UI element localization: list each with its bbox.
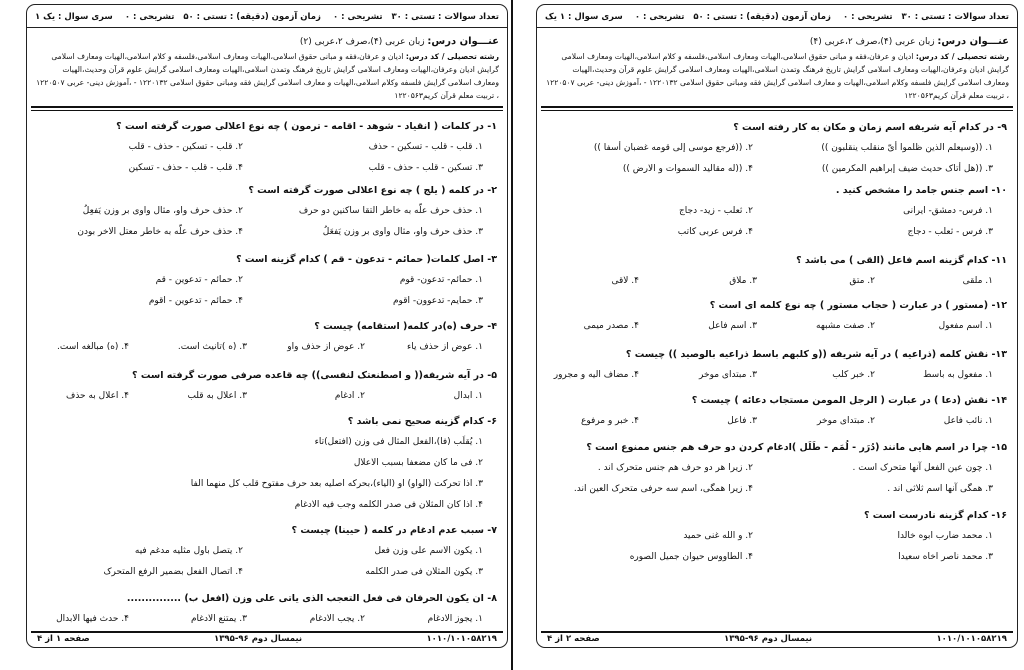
option-1: ۱. حمائم- تدعون- قوم	[399, 275, 483, 285]
options	[537, 201, 1017, 243]
option-3: ۳. (ه )تانیث است.	[177, 342, 247, 352]
field-of-study	[545, 50, 1009, 104]
option-4: ۴. لاقی	[611, 276, 639, 286]
question-text: ۵- در آیه شریفه(( و اصطنعتک لنفسی)) چه قاعده صرفی صورت گرفته است ؟	[132, 370, 497, 381]
option-2: ۲. حمائم - تدعوین - قم	[155, 275, 243, 285]
option-1: ۱. یُقلَب (فا)،الفعل المثال فی وزن (افتعل)تاء	[314, 437, 483, 447]
options	[27, 432, 507, 516]
options	[27, 137, 507, 179]
options	[537, 411, 1017, 432]
option-1: ۱. یجوز الادغام	[427, 614, 483, 624]
footer-divider	[541, 631, 1013, 633]
options	[537, 365, 1017, 386]
question-6	[27, 412, 507, 516]
option-2: ۲. قلب - تسکین - حذف - قلب	[128, 142, 243, 152]
option-2: ۲. و الله غنی حمید	[683, 531, 753, 541]
option-4: ۴. ((له مقالید السموات و الارض ))	[622, 164, 753, 174]
page-footer	[547, 634, 1007, 645]
semester: نیمسال دوم ۹۶-۱۳۹۵	[724, 634, 813, 644]
option-2: ۲. ((فرجع موسی إلی قومه غضبان أسفا ))	[593, 143, 753, 153]
header-info-row	[545, 10, 1009, 24]
option-3: ۳. محمد ناصر اخاه سعیدا	[898, 552, 993, 562]
option-1: ۱. ابدال	[453, 391, 483, 401]
exam-page-2	[536, 4, 1018, 648]
options	[537, 526, 1017, 568]
semester: نیمسال دوم ۹۶-۱۳۹۵	[214, 634, 303, 644]
options	[537, 138, 1017, 180]
question-text: ۱۵- چرا در اسم هایی مانند (دُرَر - لُمَم - طَلَل )ادغام کردن دو حرف هم جنس ممنوع است ؟	[586, 442, 1007, 453]
header-divider	[31, 106, 503, 111]
option-4: ۴. حمائم - تدعوین - اقوم	[148, 296, 243, 306]
question-12	[537, 296, 1017, 337]
option-3: ۳. فاعل	[727, 416, 757, 426]
question-text: ۷- سبب عدم ادغام در کلمه ( حیینا) چیست ؟	[291, 525, 497, 536]
option-1: ۱. قلب - قلب - تسکین - حذف	[368, 142, 483, 152]
question-text: ۱۰- اسم جنس جامد را مشخص کنید .	[835, 185, 1007, 196]
question-series: سری سوال : یک ۱	[35, 12, 113, 22]
option-4: ۴. قلب - قلب - حذف - تسکین	[128, 163, 243, 173]
header-divider	[541, 106, 1013, 111]
option-2: ۲. زیرا هر دو حرف هم جنس متحرک اند .	[597, 463, 753, 473]
option-3: ۳. همگی آنها اسم ثلاثی اند .	[887, 484, 993, 494]
options	[537, 458, 1017, 500]
option-3: ۳. حمایم- تدعوون- اقوم	[392, 296, 483, 306]
header-line	[27, 27, 507, 28]
field-value: ادیان و عرفان،فقه و مبانی حقوق اسلامی،الهیات ومعارف اسلامی،فلسفه و کلام اسلامی،الهیات ومعارف اسلامی گرایش ادیان وعرفان،الهیات ومعارف اسلامی گرایش تاریخ فرهنگ وتمدن اسلامی،الهیات ومعارف اسلامی گرایش علوم قرآن وحدیث،الهیات ومعارف اسلامی گرایش فلسفه وکلام اسلامی،الهیات و معارف اسلامی گرایش فقه ومبانی حقوق اسلامی ۱۲۲۰۱۳۲ - ،آموزش دینی- عربی ۱۲۲۰۵۰۷ ، تربیت معلم قرآن کریم۱۲۲۰۵۶۳	[546, 52, 1009, 100]
option-1: ۱. مفعول به باسط	[923, 370, 993, 380]
option-3: ۳. اذا تحرکت (الواو) او (الیاء)،بحرکه اصلیه بعد حرف مفتوح قلب کل منهما الفا	[190, 479, 483, 489]
exam-time: زمان آزمون (دقیقه) : تستی : ۵۰ تشریحی : ۰	[124, 12, 321, 22]
option-4: ۴. الطاووس حیوان جمیل الصوره	[629, 552, 753, 562]
course-value: زبان عربی (۴)،صرف ۲،عربی (۲)	[299, 37, 425, 47]
course-title	[545, 34, 1009, 50]
question-text: ۶- کدام گزینه صحیح نمی باشد ؟	[347, 416, 497, 427]
question-3	[27, 250, 507, 312]
question-1	[27, 117, 507, 179]
option-3: ۳. تسکین - قلب - حذف - قلب	[368, 163, 483, 173]
option-2: ۲. عوض از حذف واو	[287, 342, 365, 352]
question-15	[537, 438, 1017, 500]
option-3: ۳. مبتدای موخر	[699, 370, 757, 380]
question-text: ۱۳- نقش کلمه (ذراعیه ) در آیه شریفه ((و کلبهم باسط ذراعیه بالوصید )) چیست ؟	[625, 349, 1007, 360]
option-4: ۴. مصدر میمی	[583, 321, 639, 331]
page-divider	[511, 0, 513, 670]
option-4: ۴. مضاف الیه و مجرور	[553, 370, 639, 380]
field-of-study	[35, 50, 499, 104]
option-3: ۳. یکون المثلان فی صدر الکلمه	[365, 567, 483, 577]
option-3: ۳. اسم فاعل	[708, 321, 757, 331]
option-1: ۱. عوض از حذف یاء	[407, 342, 483, 352]
option-4: ۴. حذف حرف علّه به خاطر معتل الاخر بودن	[77, 227, 243, 237]
option-1: ۱. ((وسیعلم الذین ظلموا أیّ منقلب ینقلبون ))	[821, 143, 993, 153]
option-1: ۱. محمد ضارب ابوه خالدا	[897, 531, 993, 541]
exam-page-1	[26, 4, 508, 648]
options	[27, 270, 507, 312]
course-label: عنـــوان درس:	[427, 36, 499, 47]
question-8	[27, 589, 507, 630]
option-1: ۱. چون عین الفعل آنها متحرک است .	[852, 463, 993, 473]
question-text: ۸- ان یکون الحرفان فی فعل التعجب الذی یاتی علی وزن (افعل ب) ...............	[126, 593, 497, 604]
option-1: ۱. اسم مفعول	[938, 321, 993, 331]
option-3: ۳. ملاق	[729, 276, 757, 286]
exam-code: ۱۰۱۰/۱۰۱۰۵۸۲۱۹	[426, 634, 497, 644]
footer-divider	[31, 631, 503, 633]
field-label: رشته تحصیلی / کد درس:	[915, 52, 1009, 61]
page-number: صفحه ۲ از ۴	[547, 634, 600, 644]
exam-time: زمان آزمون (دقیقه) : تستی : ۵۰ تشریحی : ۰	[634, 12, 831, 22]
options	[537, 316, 1017, 337]
option-2: ۲. متق	[849, 276, 875, 286]
question-11	[537, 251, 1017, 292]
option-2: ۲. مبتدای موخر	[817, 416, 875, 426]
question-text: ۳- اصل کلمات( حمائم - تدعون - قم ) کدام گزینه است ؟	[236, 254, 497, 265]
option-3: ۳. یمتنع الادغام	[190, 614, 247, 624]
option-4: ۴. (ه) مبالغه است.	[57, 342, 129, 352]
option-3: ۳. ((هل أتاک حدیث ضیف إبراهیم المکرمین ))	[821, 164, 993, 174]
option-1: ۱. ملقی	[962, 276, 993, 286]
question-text: ۱۲- (مستور ) در عبارت ( حجاب مستور ) چه نوع کلمه ای است ؟	[709, 300, 1007, 311]
option-4: ۴. فرس عربی کاتب	[677, 227, 753, 237]
options	[27, 337, 507, 358]
header-line	[537, 27, 1017, 28]
question-7	[27, 521, 507, 583]
option-2: ۲. یجب الادغام	[309, 614, 365, 624]
question-text: ۱۶- کدام گزینه نادرست است ؟	[863, 510, 1007, 521]
option-4: ۴. خبر و مرفوع	[581, 416, 639, 426]
course-label: عنـــوان درس:	[937, 36, 1009, 47]
question-5	[27, 366, 507, 407]
question-text: ۹- در کدام آیه شریفه اسم زمان و مکان به کار رفته است ؟	[733, 122, 1007, 133]
option-2: ۲. فی ما کان مضعفا بسبب الاعلال	[353, 458, 483, 468]
question-count: تعداد سوالات : تستی : ۳۰ تشریحی : ۰	[333, 12, 499, 22]
option-2: ۲. حذف حرف واو، مثال واوی بر وزن یَفعِلُ	[82, 206, 243, 216]
header-info-row	[35, 10, 499, 24]
question-text: ۱۴- نقش (دعا ) در عبارت ( الرجل المومن مستجاب دعائه ) چیست ؟	[691, 395, 1007, 406]
question-16	[537, 506, 1017, 568]
question-text: ۲- در کلمه ( یلج ) چه نوع اعلالی صورت گرفته است ؟	[248, 185, 497, 196]
question-4	[27, 317, 507, 358]
option-2: ۲. ثعلب - زید- دجاج	[678, 206, 753, 216]
option-2: ۲. خبر کلب	[832, 370, 875, 380]
option-4: ۴. اتصال الفعل بضمیر الرفع المتحرک	[103, 567, 243, 577]
option-2: ۲. یتصل باول مثلیه مدغم فیه	[134, 546, 243, 556]
option-4: ۴. زیرا همگی، اسم سه حرفی متحرک العین اند.	[573, 484, 753, 494]
option-1: ۱. فرس- دمشق- ایرانی	[903, 206, 993, 216]
field-label: رشته تحصیلی / کد درس:	[405, 52, 499, 61]
option-1: ۱. نائب فاعل	[943, 416, 993, 426]
question-2	[27, 181, 507, 243]
course-title	[35, 34, 499, 50]
options	[27, 386, 507, 407]
option-2: ۲. ادغام	[334, 391, 365, 401]
option-3: ۳. فرس - ثعلب - دجاج	[907, 227, 993, 237]
option-1: ۱. یکون الاسم علی وزن فعل	[374, 546, 483, 556]
question-14	[537, 391, 1017, 432]
question-13	[537, 345, 1017, 386]
options	[27, 541, 507, 583]
question-10	[537, 181, 1017, 243]
option-2: ۲. صفت مشبهه	[816, 321, 875, 331]
question-9	[537, 118, 1017, 180]
option-4: ۴. اعلال به حذف	[65, 391, 129, 401]
course-value: زبان عربی (۴)،صرف ۲،عربی (۴)	[809, 37, 935, 47]
option-1: ۱. حذف حرف علّه به خاطر التقا ساکنین دو حرف	[298, 206, 483, 216]
question-text: ۴- حرف (ه)در کلمه( استقامه) چیست ؟	[314, 321, 497, 332]
page-footer	[37, 634, 497, 645]
options	[27, 609, 507, 630]
option-4: ۴. اذا کان المثلان فی صدر الکلمه وجب فیه الادغام	[294, 500, 483, 510]
exam-code: ۱۰۱۰/۱۰۱۰۵۸۲۱۹	[936, 634, 1007, 644]
option-3: ۳. حذف حرف واو، مثال واوی بر وزن یَفعَلُ	[322, 227, 483, 237]
page-number: صفحه ۱ از ۴	[37, 634, 90, 644]
question-text: ۱۱- کدام گزینه اسم فاعل (القی ) می باشد ؟	[796, 255, 1007, 266]
question-series: سری سوال : ۱ یک	[545, 12, 623, 22]
option-4: ۴. حدث فیها الابدال	[56, 614, 129, 624]
question-count: تعداد سوالات : تستی : ۳۰ تشریحی : ۰	[843, 12, 1009, 22]
question-text: ۱- در کلمات ( انقیاد - شوهد - اقامه - ترمون ) چه نوع اعلالی صورت گرفته است ؟	[116, 121, 497, 132]
options	[27, 201, 507, 243]
options	[537, 271, 1017, 292]
field-value: ادیان و عرفان،فقه و مبانی حقوق اسلامی،الهیات ومعارف اسلامی،فلسفه و کلام اسلامی،الهیات ومعارف اسلامی گرایش ادیان وعرفان،الهیات ومعارف اسلامی گرایش تاریخ فرهنگ وتمدن اسلامی،الهیات ومعارف اسلامی گرایش علوم قرآن وحدیث،الهیات ومعارف اسلامی گرایش فلسفه وکلام اسلامی،الهیات و معارف اسلامی گرایش فقه ومبانی حقوق اسلامی ۱۲۲۰۱۳۲ - ،آموزش دینی- عربی ۱۲۲۰۵۰۷ ، تربیت معلم قرآن کریم۱۲۲۰۵۶۳	[36, 52, 499, 100]
option-3: ۳. اعلال به قلب	[187, 391, 247, 401]
